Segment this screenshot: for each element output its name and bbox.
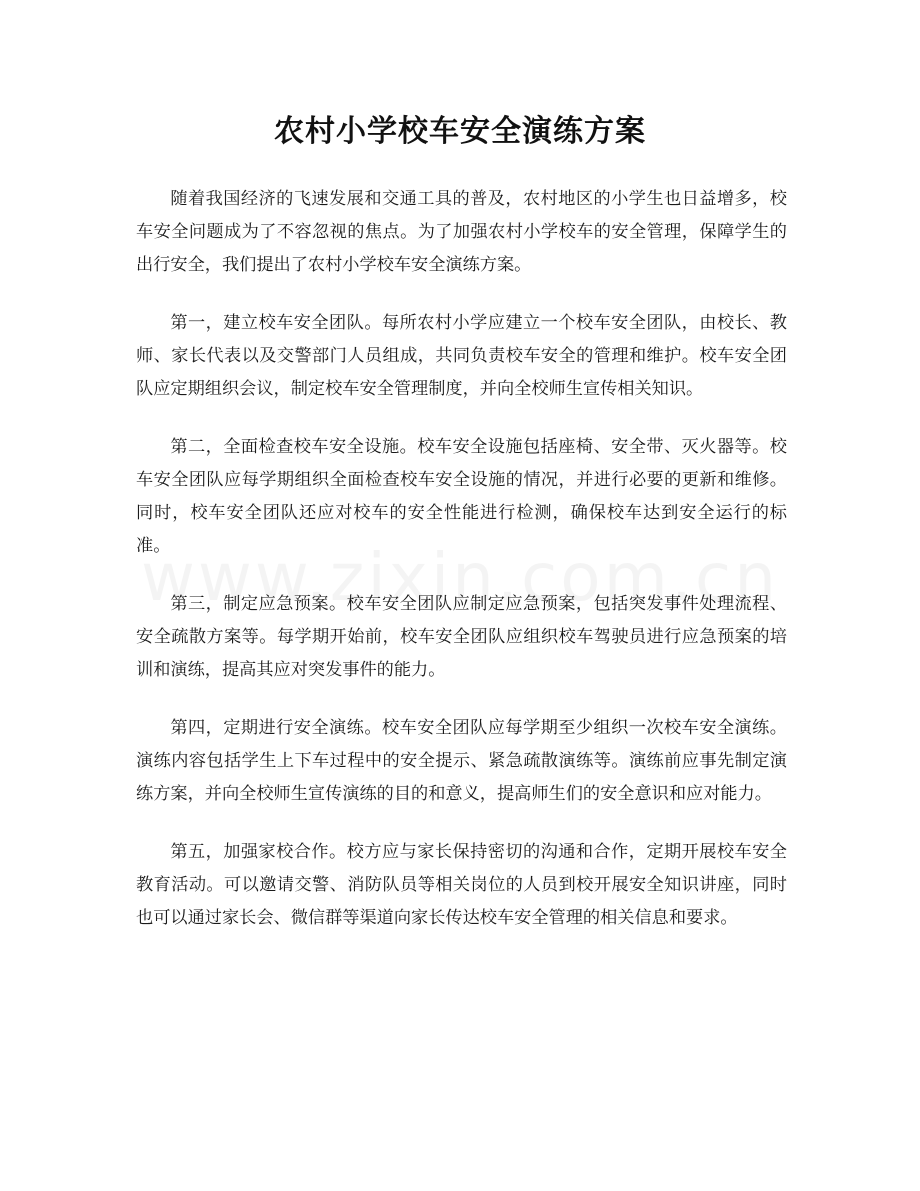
paragraph-first: 第一，建立校车安全团队。每所农村小学应建立一个校车安全团队，由校长、教师、家长代表以及交警部门人员组成，共同负责校车安全的管理和维护。校车安全团队应定期组织会议，制定校车安全管理制度，并向全校师生宣传相关知识。 — [136, 313, 787, 399]
paragraph-second: 第二，全面检查校车安全设施。校车安全设施包括座椅、安全带、灭火器等。校车安全团队应每学期组织全面检查校车安全设施的情况，并进行必要的更新和维修。同时，校车安全团队还应对校车的安全性能进行检测，确保校车达到安全运行的标准。 — [136, 437, 787, 556]
paragraph-intro: 随着我国经济的飞速发展和交通工具的普及，农村地区的小学生也日益增多，校车安全问题成为了不容忽视的焦点。为了加强农村小学校车的安全管理，保障学生的出行安全，我们提出了农村小学校车安全演练方案。 — [136, 189, 787, 275]
document-title: 农村小学校车安全演练方案 — [274, 114, 646, 149]
paragraph-third: 第三，制定应急预案。校车安全团队应制定应急预案，包括突发事件处理流程、安全疏散方案等。每学期开始前，校车安全团队应组织校车驾驶员进行应急预案的培训和演练，提高其应对突发事件的能力。 — [136, 594, 787, 680]
paragraph-fourth: 第四，定期进行安全演练。校车安全团队应每学期至少组织一次校车安全演练。演练内容包括学生上下车过程中的安全提示、紧急疏散演练等。演练前应事先制定演练方案，并向全校师生宣传演练的目的和意义，提高师生们的安全意识和应对能力。 — [136, 718, 787, 804]
document-body — [136, 183, 787, 960]
paragraph-fifth: 第五，加强家校合作。校方应与家长保持密切的沟通和合作，定期开展校车安全教育活动。可以邀请交警、消防队员等相关岗位的人员到校开展安全知识讲座，同时也可以通过家长会、微信群等渠道向家长传达校车安全管理的相关信息和要求。 — [136, 842, 787, 928]
